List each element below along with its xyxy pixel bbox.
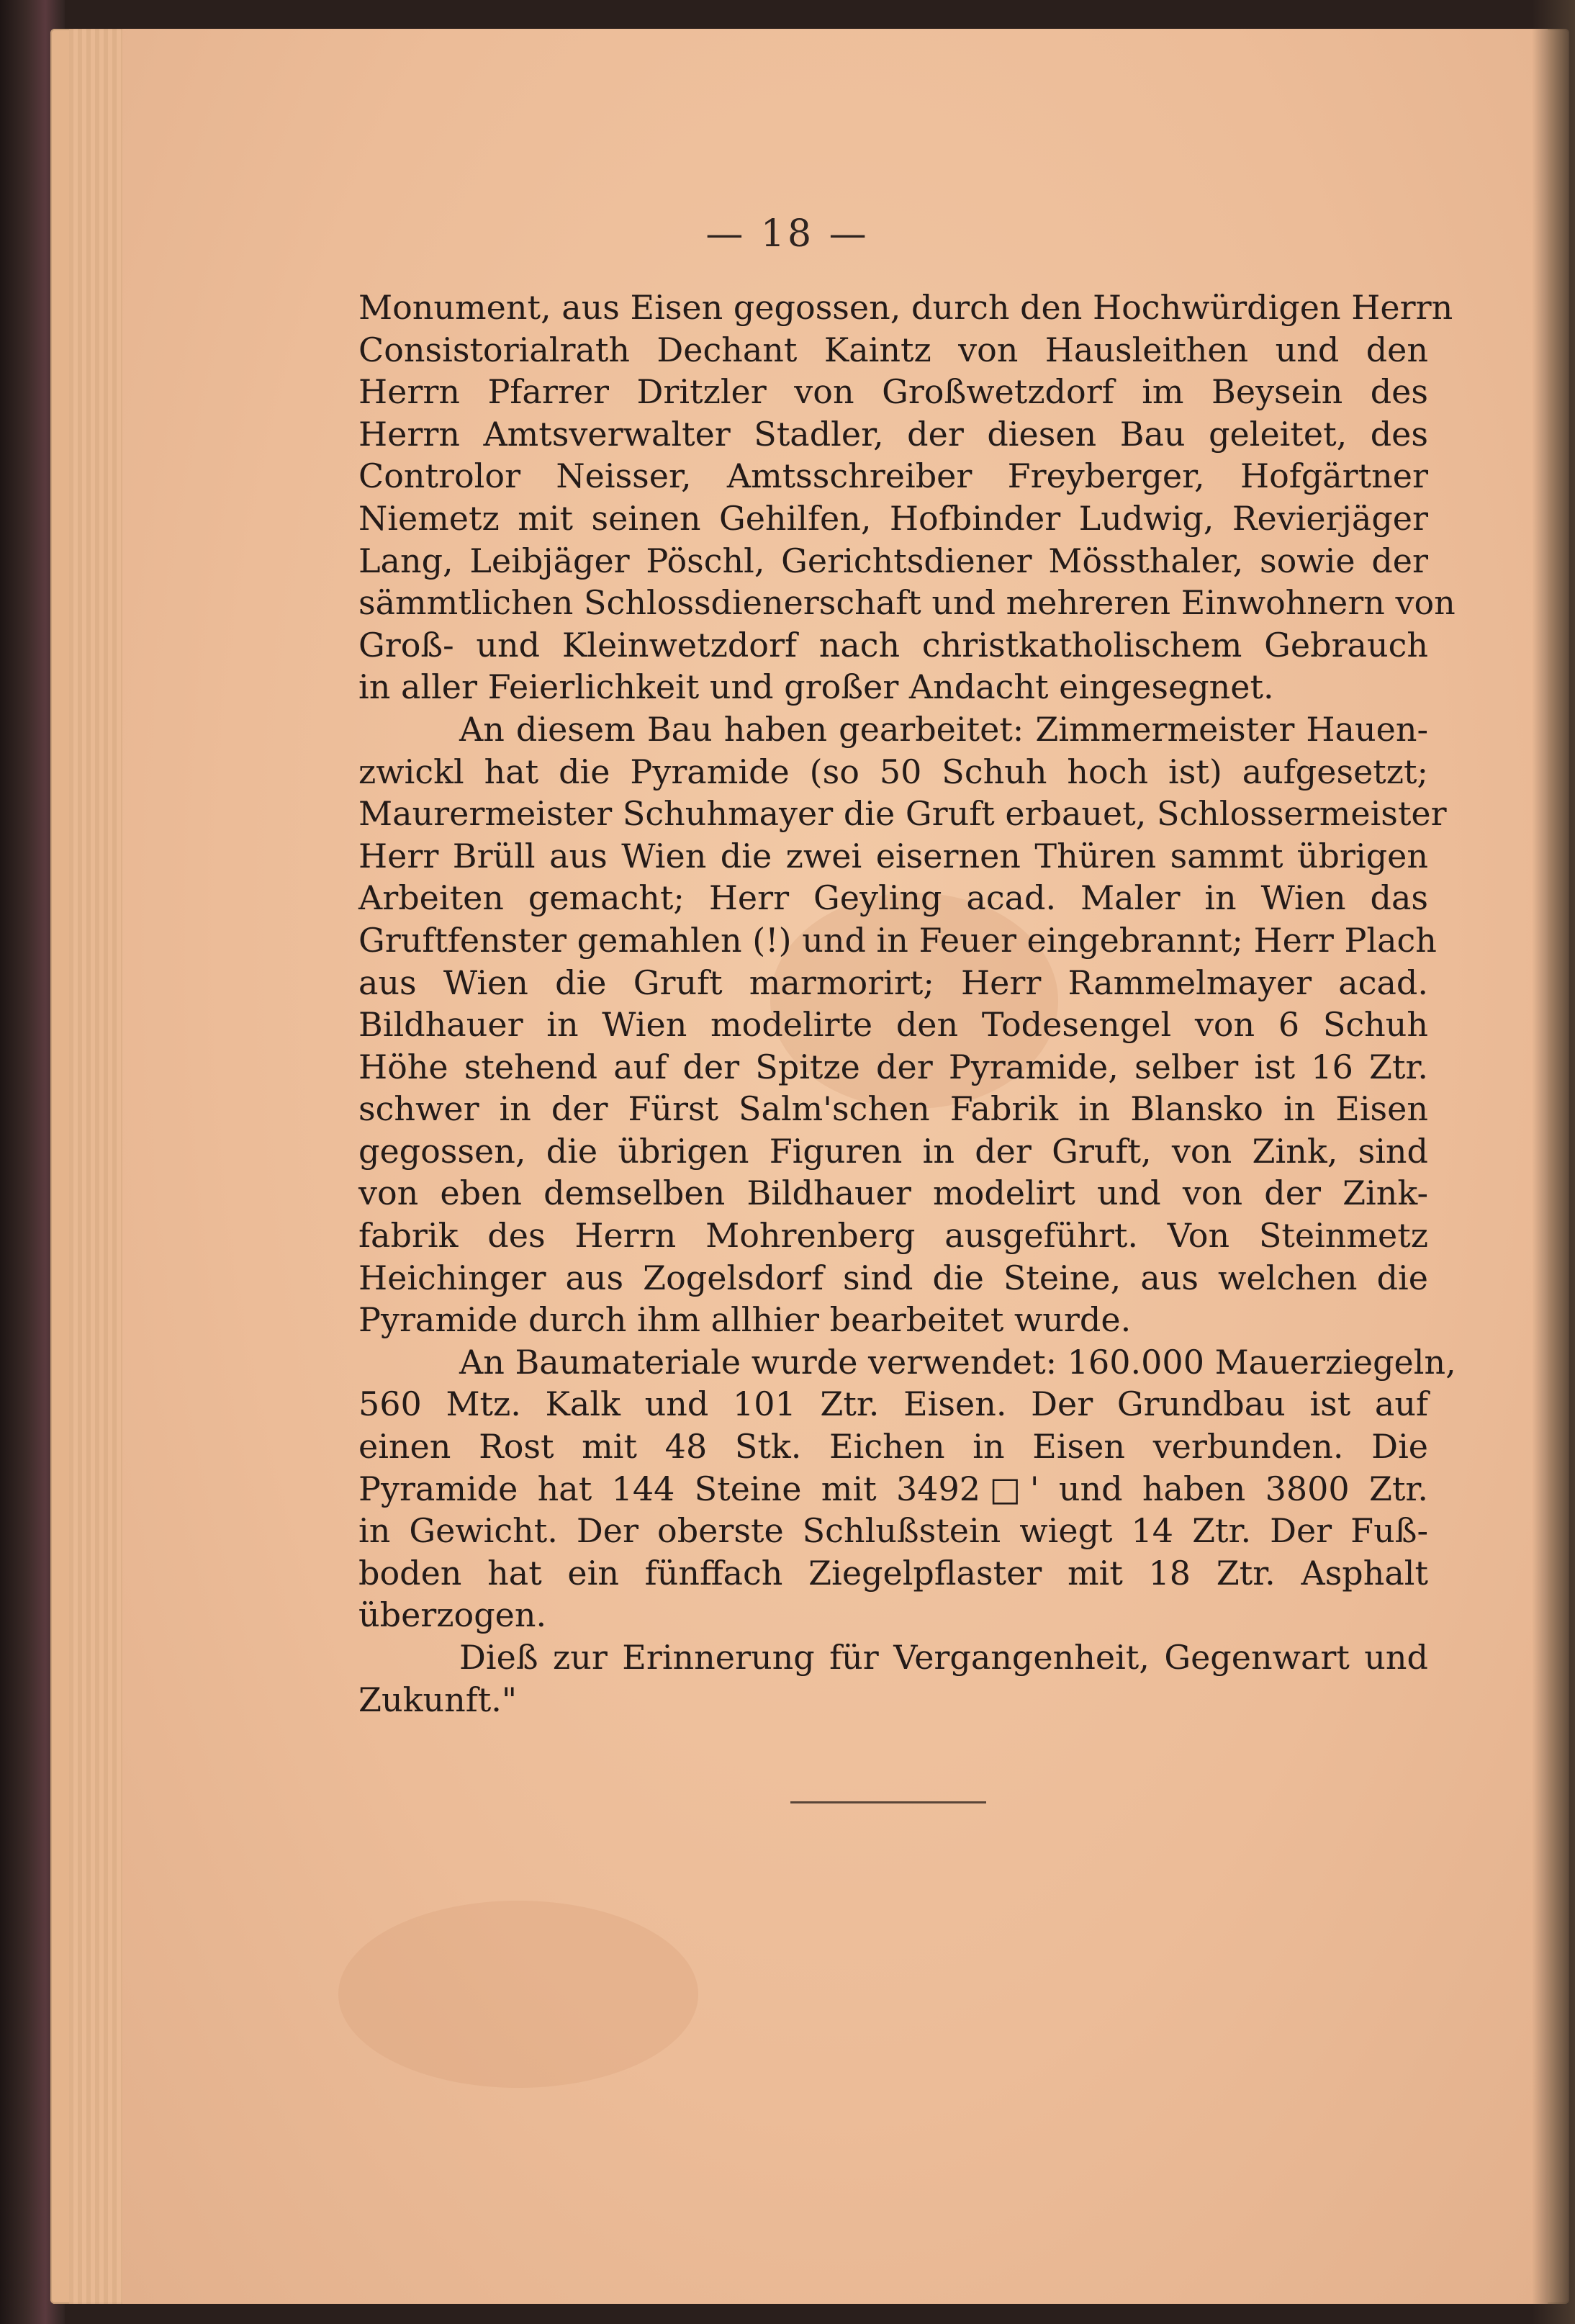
text-line: Höhe stehend auf der Spitze der Pyramide, selber ist 16 Ztr.	[358, 1047, 1428, 1086]
text-line: An diesem Bau haben gearbeitet: Zimmermeister Hauen-	[459, 709, 1428, 749]
page-gutter-shadow	[1532, 0, 1575, 2324]
text-line: Herr Brüll aus Wien die zwei eisernen Thüren sammt übrigen	[358, 836, 1428, 875]
text-line: Maurermeister Schuhmayer die Gruft erbauet, Schlossermeister	[358, 794, 1447, 834]
text-line: Controlor Neisser, Amtsschreiber Freyberger, Hofgärtner	[358, 456, 1428, 496]
page-edges	[69, 29, 122, 2304]
text-line: Niemetz mit seinen Gehilfen, Hofbinder Ludwig, Revierjäger	[358, 498, 1428, 538]
paragraph-1	[358, 287, 1456, 708]
text-line: Herrn Pfarrer Dritzler von Großwetzdorf im Beysein des	[358, 372, 1428, 412]
end-rule	[790, 1801, 986, 1803]
text-line: gegossen, die übrigen Figuren in der Gruft, von Zink, sind	[358, 1131, 1428, 1171]
text-line: Bildhauer in Wien modelirte den Todesengel von 6 Schuh	[358, 1005, 1428, 1045]
page-number: — 18 —	[705, 212, 870, 256]
text-line: in Gewicht. Der oberste Schlußstein wiegt 14 Ztr. Der Fuß-	[358, 1511, 1428, 1551]
text-line: von eben demselben Bildhauer modelirt und von der Zink-	[358, 1174, 1428, 1213]
text-line: Herrn Amtsverwalter Stadler, der diesen Bau geleitet, des	[358, 414, 1428, 454]
text-line: aus Wien die Gruft marmorirt; Herr Rammelmayer acad.	[358, 963, 1428, 1002]
text-line: Pyramide durch ihm allhier bearbeitet wurde.	[358, 1300, 1132, 1340]
body-text	[358, 287, 1456, 1721]
paragraph-2	[358, 708, 1447, 1341]
text-line: Pyramide hat 144 Steine mit 3492□' und haben 3800 Ztr.	[358, 1469, 1428, 1508]
text-line: Arbeiten gemacht; Herr Geyling acad. Maler in Wien das	[358, 878, 1428, 918]
paragraph-3	[358, 1341, 1456, 1636]
text-line: einen Rost mit 48 Stk. Eichen in Eisen verbunden. Die	[358, 1427, 1428, 1467]
text-line: zwickl hat die Pyramide (so 50 Schuh hoch ist) aufgesetzt;	[358, 752, 1428, 791]
text-line: boden hat ein fünffach Ziegelpflaster mit 18 Ztr. Asphalt	[358, 1553, 1428, 1593]
text-line: überzogen.	[358, 1595, 547, 1635]
paragraph-4	[358, 1636, 1428, 1721]
text-line: Lang, Leibjäger Pöschl, Gerichtsdiener Mössthaler, sowie der	[358, 541, 1428, 580]
text-line: Consistorialrath Dechant Kaintz von Hausleithen und den	[358, 330, 1428, 369]
text-line: Zukunft."	[358, 1680, 518, 1719]
text-line: 560 Mtz. Kalk und 101 Ztr. Eisen. Der Grundbau ist auf	[358, 1384, 1428, 1424]
paper-stain	[338, 1901, 698, 2088]
text-line: sämmtlichen Schlossdienerschaft und mehreren Einwohnern von	[358, 583, 1456, 623]
text-line: Dieß zur Erinnerung für Vergangenheit, Gegenwart und	[459, 1638, 1428, 1677]
text-line: in aller Feierlichkeit und großer Andacht eingesegnet.	[358, 667, 1274, 707]
text-line: Groß- und Kleinwetzdorf nach christkatholischem Gebrauch	[358, 625, 1428, 665]
text-line: Gruftfenster gemahlen (!) und in Feuer eingebrannt; Herr Plach	[358, 920, 1437, 960]
text-line: An Baumateriale wurde verwendet: 160.000 Mauerziegeln,	[459, 1342, 1456, 1382]
text-line: Monument, aus Eisen gegossen, durch den Hochwürdigen Herrn	[358, 288, 1453, 327]
text-line: Heichinger aus Zogelsdorf sind die Steine, aus welchen die	[358, 1258, 1428, 1297]
text-line: fabrik des Herrn Mohrenberg ausgeführt. Von Steinmetz	[358, 1216, 1428, 1256]
text-line: schwer in der Fürst Salm'schen Fabrik in Blansko in Eisen	[358, 1089, 1428, 1129]
